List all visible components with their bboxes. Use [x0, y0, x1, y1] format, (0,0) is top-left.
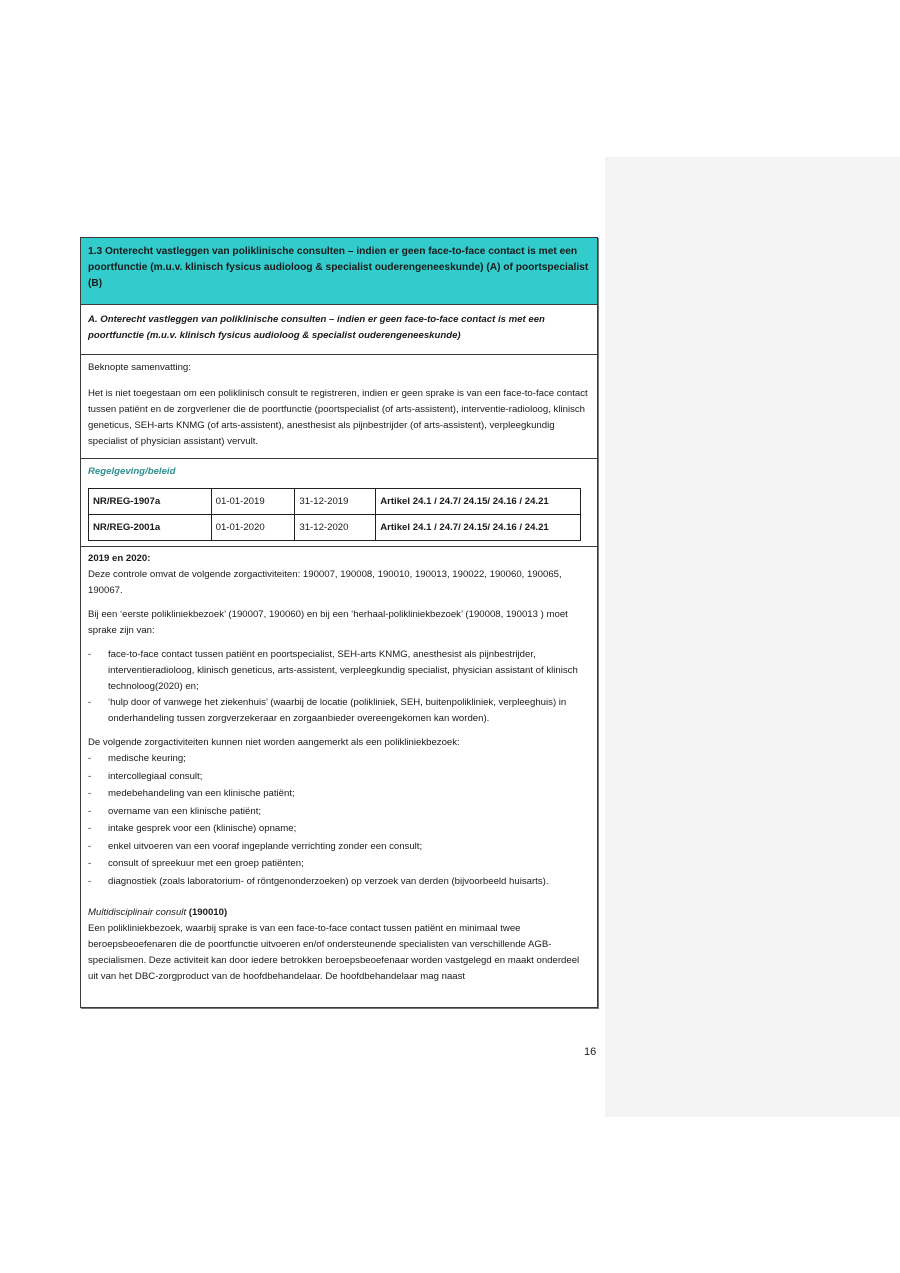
reg-end: 31-12-2020	[295, 515, 376, 541]
multi-code: (190010)	[186, 907, 228, 918]
multi-text: Een polikliniekbezoek, waarbij sprake is van een face-to-face contact tussen patiënt en minimaal twee beroepsbeoefenaren die de poortfunctie uitvoeren en/of ondersteunende specialisten van verschillende AGB-specialismen. Deze activiteit kan door iedere betrokken beroepsbeoefenaar worden vastgelegd en maakt onderdeel uit van het DBC-zorgproduct van de hoofdbehandelaar. De hoofdbehandelaar mag naast	[88, 923, 580, 982]
reg-articles: Artikel 24.1 / 24.7/ 24.15/ 24.16 / 24.21	[376, 515, 581, 541]
page-number: 16	[584, 1046, 597, 1058]
summary-label: Beknopte samenvatting:	[88, 362, 191, 373]
condition-text: Bij een ‘eerste polikliniekbezoek’ (190007, 190060) en bij een ‘herhaal-polikliniekbezoek’ (190008, 190013 ) moet sprake zijn van:	[88, 609, 568, 636]
list-item: - consult of spreekuur met een groep patiënten;	[88, 856, 590, 872]
table-row	[89, 489, 581, 515]
regulation-title: Regelgeving/beleid	[88, 466, 176, 477]
multi-title: Multidisciplinair consult	[88, 907, 187, 918]
regulation-table	[88, 488, 581, 541]
list-item: - medische keuring;	[88, 751, 590, 767]
list-item: - intercollegiaal consult;	[88, 769, 590, 785]
table-row	[89, 515, 581, 541]
list-item: - ‘hulp door of vanwege het ziekenhuis’ (waarbij de locatie (polikliniek, SEH, buitenpolikliniek, verpleeghuis) in onderhandeling tussen zorgverzekeraar en zorgaanbieder overeengekomen kan worden).	[88, 695, 590, 727]
summary-text: Het is niet toegestaan om een poliklinisch consult te registreren, indien er geen sprake is van een face-to-face contact tussen patiënt en de zorgverlener die de poortfunctie (poortspecialist (of arts-assistent), interventie-radioloog, klinisch geneticus, SEH-arts KNMG (of arts-assistent), anesthesist als pijnbestrijder (of arts-assistent), verpleegkundig specialist of physician assistant) vervult.	[88, 388, 588, 447]
list-item: - overname van een klinische patiënt;	[88, 804, 590, 820]
reg-start: 01-01-2019	[211, 489, 295, 515]
multi-heading	[88, 905, 590, 921]
list-item: - face-to-face contact tussen patiënt en poortspecialist, SEH-arts KNMG, anesthesist als pijnbestrijder, interventieradioloog, klinisch geneticus, arts-assistent, verpleegkundig specialist, physician assistant of klinisch technoloog(2020) en;	[88, 647, 590, 695]
reg-code: NR/REG-2001a	[89, 515, 212, 541]
list-item: - enkel uitvoeren van een vooraf ingeplande verrichting zonder een consult;	[88, 839, 590, 855]
conditions-list	[88, 647, 590, 727]
years-label: 2019 en 2020:	[88, 553, 151, 564]
exclusions-intro: De volgende zorgactiviteiten kunnen niet worden aangemerkt als een polikliniekbezoek:	[88, 737, 460, 748]
section-subheading: A. Onterecht vastleggen van poliklinische consulten – indien er geen face-to-face contact is met een poortfunctie (m.u.v. klinisch fysicus audioloog & specialist ouderengeneeskunde)	[81, 305, 597, 355]
reg-code: NR/REG-1907a	[89, 489, 212, 515]
scope-text: Deze controle omvat de volgende zorgactiviteiten: 190007, 190008, 190010, 190013, 190022, 190060, 190065, 190067.	[88, 569, 562, 596]
reg-end: 31-12-2019	[295, 489, 376, 515]
exclusions-list	[88, 751, 590, 890]
list-item: - intake gesprek voor een (klinische) opname;	[88, 821, 590, 837]
section-heading: 1.3 Onterecht vastleggen van poliklinische consulten – indien er geen face-to-face contact is met een poortfunctie (m.u.v. klinisch fysicus audioloog & specialist ouderengeneeskunde) (A) of poortspecialist (B)	[81, 238, 597, 305]
body-block	[81, 547, 597, 1007]
reg-articles: Artikel 24.1 / 24.7/ 24.15/ 24.16 / 24.21	[376, 489, 581, 515]
list-item: - diagnostiek (zoals laboratorium- of röntgenonderzoeken) op verzoek van derden (bijvoorbeeld huisarts).	[88, 874, 590, 890]
regulation-block	[81, 459, 597, 547]
list-item: - medebehandeling van een klinische patiënt;	[88, 786, 590, 802]
section-box	[80, 237, 598, 1008]
comment-pane	[605, 157, 900, 1117]
reg-start: 01-01-2020	[211, 515, 295, 541]
summary-block	[81, 355, 597, 459]
